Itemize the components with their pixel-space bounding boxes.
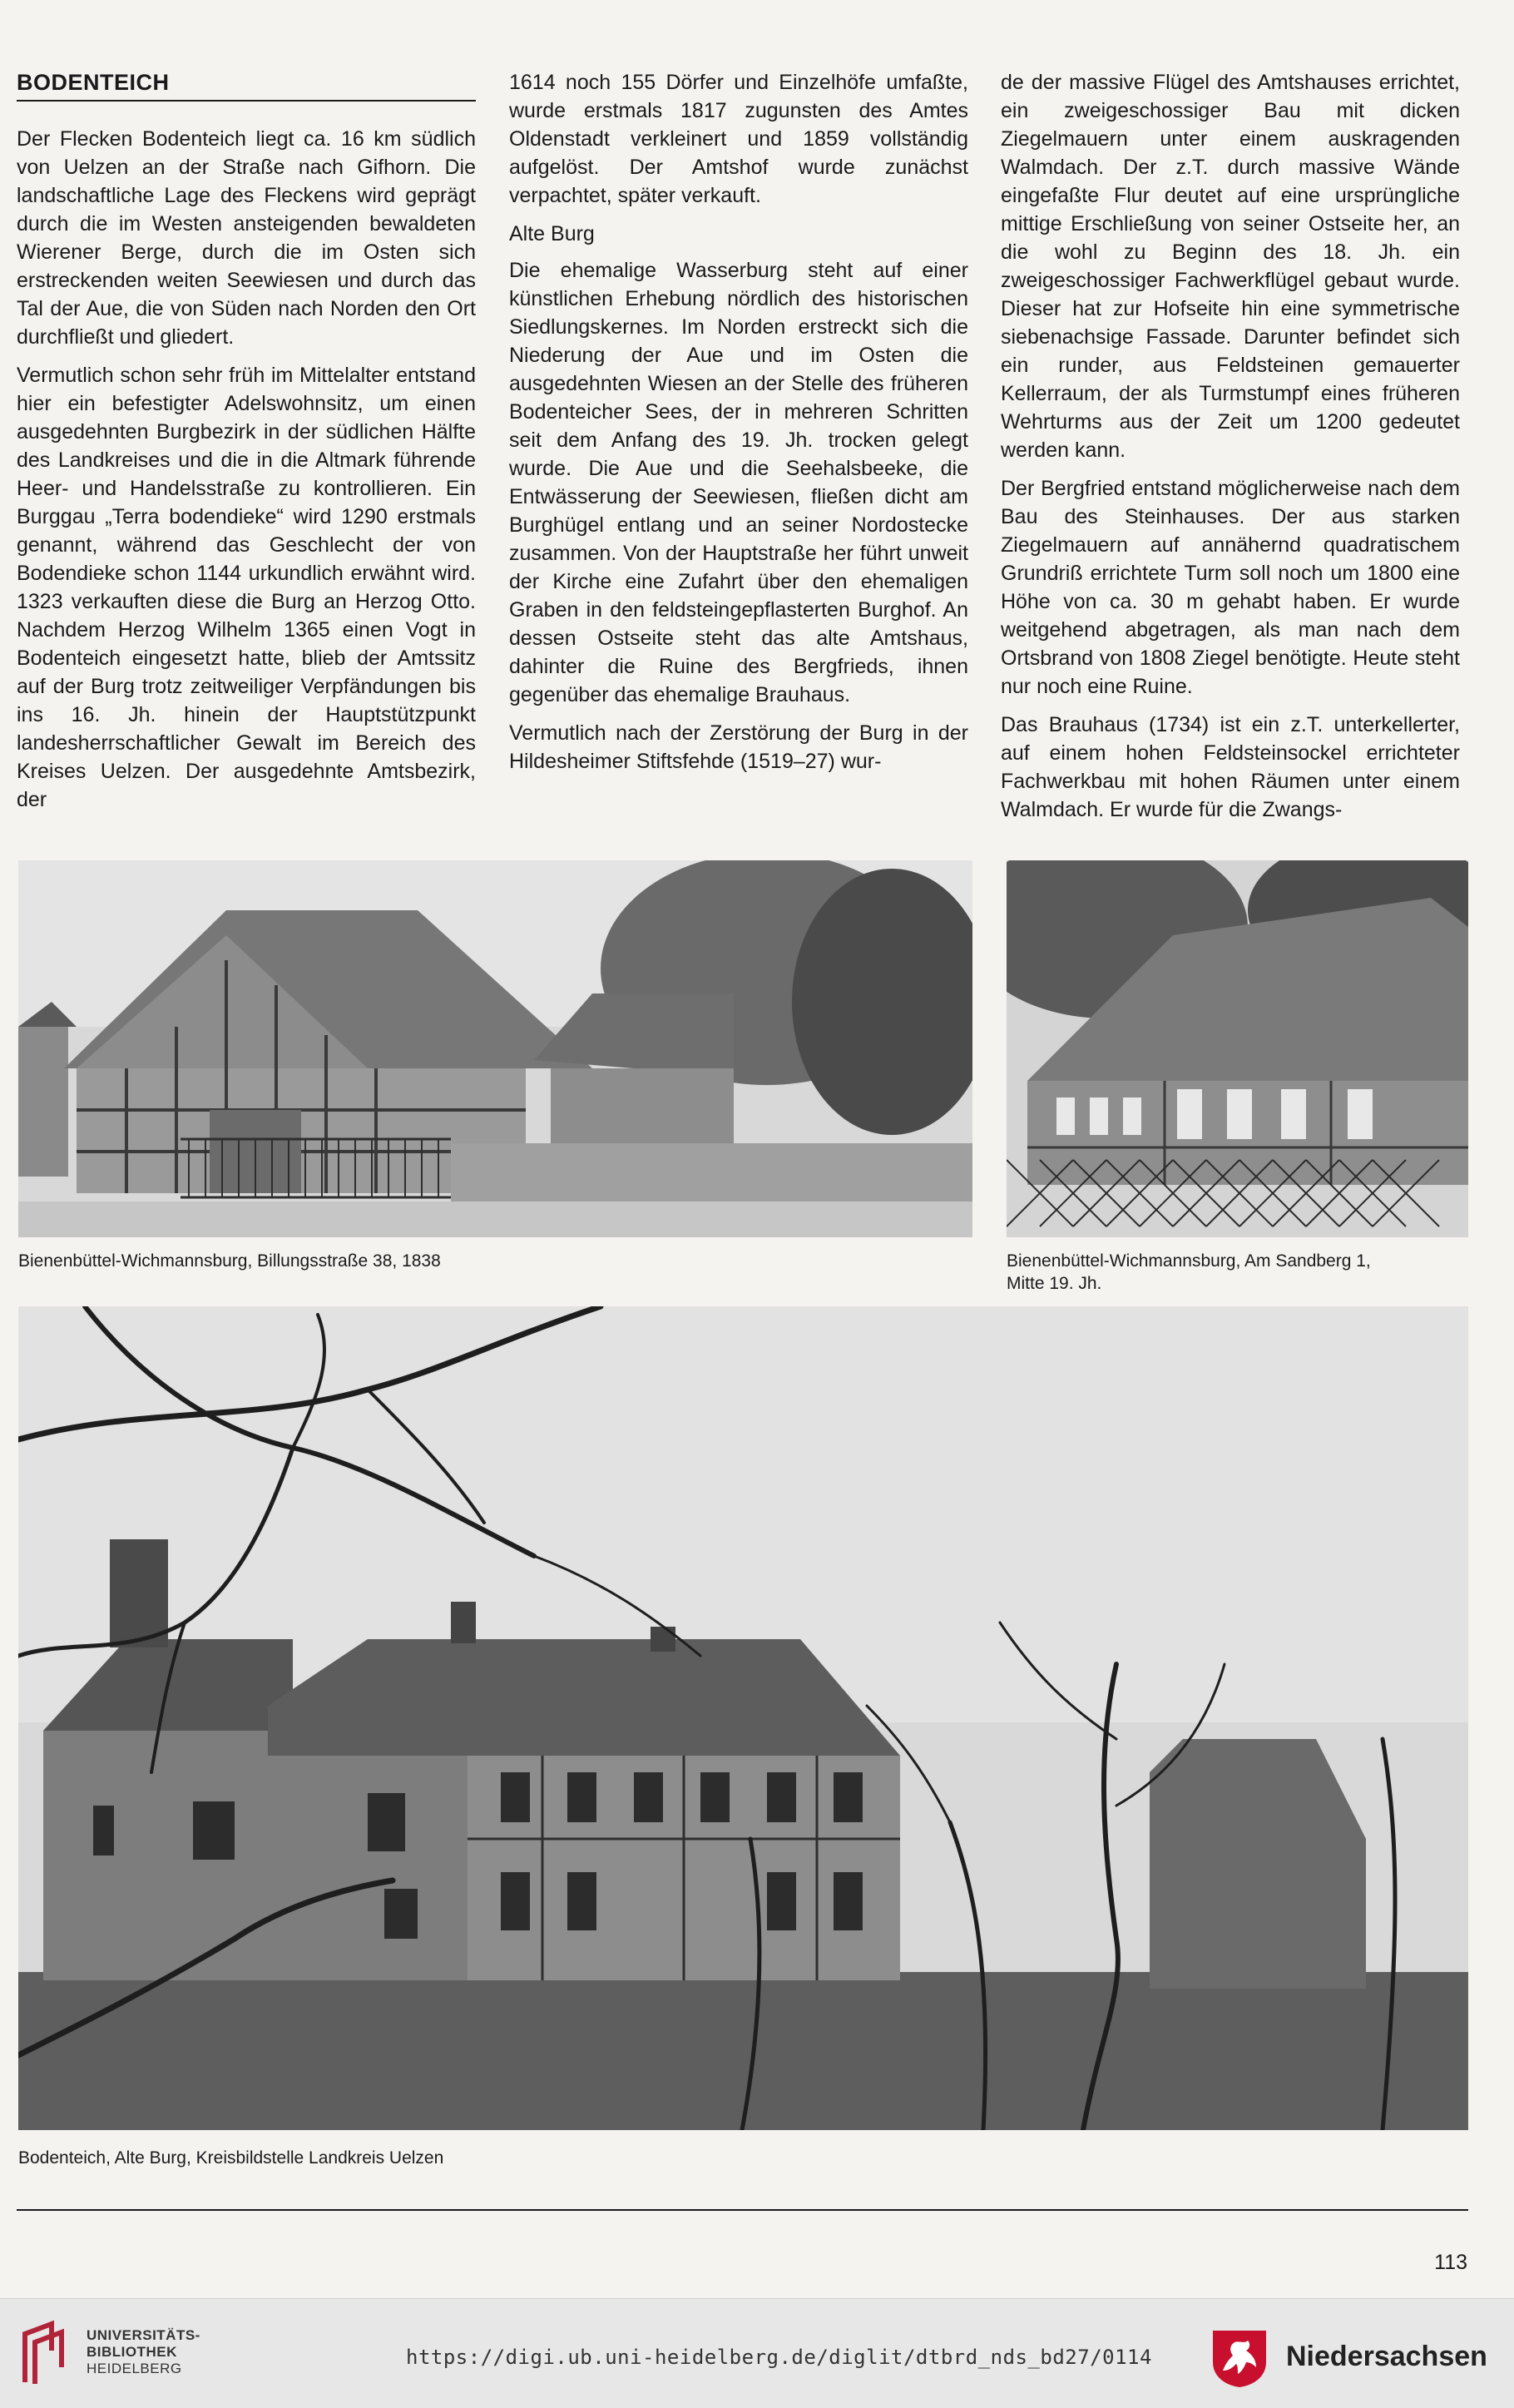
paragraph: Der Flecken Bodenteich liegt ca. 16 km südlich von Uelzen an der Straße nach Gifhorn. Die landschaftliche Lage des Fleckens wird geprägt durch die im Westen ansteigenden bewaldeten Wierener Berge, durch die im Osten sich erstreckenden weiten Seewiesen und durch das Tal der Aue, die von Süden nach Norden den Ort durchfließt und gliedert. <box>17 127 476 349</box>
university-library-name <box>87 2327 200 2377</box>
photo-caption <box>1007 1250 1371 1295</box>
photo-caption-line: Mitte 19. Jh. <box>1007 1274 1102 1293</box>
bottom-rule <box>17 2209 1468 2211</box>
photo-caption: Bodenteich, Alte Burg, Kreisbildstelle Landkreis Uelzen <box>18 2148 444 2168</box>
text-column-3 <box>1001 68 1460 834</box>
permalink-url[interactable]: https://digi.ub.uni-heidelberg.de/diglit/dtbrd_nds_bd27/0114 <box>406 2346 1152 2369</box>
text-column-2 <box>509 68 968 785</box>
photo-caption-line: Bienenbüttel-Wichmannsburg, Am Sandberg 1, <box>1007 1251 1371 1271</box>
photo-caption: Bienenbüttel-Wichmannsburg, Billungsstraße 38, 1838 <box>18 1251 441 1271</box>
university-library-logo <box>18 2317 72 2389</box>
viewer-footer <box>0 2298 1514 2408</box>
paragraph: Vermutlich schon sehr früh im Mittelalter entstand hier ein befestigter Adelswohnsitz, um einen ausgedehnten Burgbezirk in der südlichen Hälfte des Landkreises und die in die Altmark führende Heer- und Handelsstraße zu kontrollieren. Ein Burggau „Terra bodendieke“ wird 1290 erstmals genannt, während das Geschlecht der von Bodendieke schon 1144 urkundlich erwähnt wird. 1323 verkauften diese die Burg an Herzog Otto. Nachdem Herzog Wilhelm 1365 einen Vogt in Bodenteich eingesetzt hatte, blieb der Amtssitz auf der Burg trotz zeitweiliger Verpfändungen bis ins 16. Jh. hinein der Hauptstützpunkt landesherrschaftlicher Gewalt im Bereich des Kreises Uelzen. Der ausgedehnte Amtsbezirk, der <box>17 364 476 811</box>
photo-alte-burg <box>18 1306 1468 2130</box>
paragraph: Der Bergfried entstand möglicherweise nach dem Bau des Steinhauses. Der aus starken Ziegelmauern auf annähernd quadratischem Grundriß errichtete Turm soll noch um 1800 eine Höhe von ca. 30 m gehabt haben. Er wurde weitgehend abgetragen, als man nach dem Ortsbrand von 1808 Ziegel benötigte. Heute steht nur noch eine Ruine. <box>1001 477 1460 698</box>
photo-farmhouse <box>1007 860 1468 1237</box>
paragraph: Die ehemalige Wasserburg steht auf einer künstlichen Erhebung nördlich des historischen Siedlungskernes. Im Norden erstreckt sich die Niederung der Aue und im Osten die ausgedehnten Wiesen an der Stelle des früheren Bodenteicher Sees, der in mehreren Schritten seit dem Anfang des 19. Jh. trocken gelegt wurde. Die Aue und die Seehalsbeeke, die Entwässerung der Seewiesen, fließen dicht am Burghügel entlang und an seiner Nordostecke zusammen. Von der Hauptstraße her führt unweit der Kirche eine Zufahrt über den ehemaligen Graben in den feldsteingepflasterten Burghof. An dessen Ostseite steht das alte Amtshaus, dahinter die Ruine des Bergfrieds, ihnen gegenüber das ehemalige Brauhaus. <box>509 259 968 706</box>
university-library-name-line: UNIVERSITÄTS- <box>87 2327 200 2343</box>
page-number: 113 <box>1434 2251 1467 2274</box>
paragraph: 1614 noch 155 Dörfer und Einzelhöfe umfaßte, wurde erstmals 1817 zugunsten des Amtes Oldenstadt verkleinert und 1859 vollständig aufgelöst. Der Amtshof wurde zunächst verpachtet, später verkauft. <box>509 71 968 207</box>
university-library-name-line: BIBLIOTHEK <box>87 2344 177 2360</box>
lower-saxony-horse-icon <box>1208 2326 1271 2389</box>
paragraph: de der massive Flügel des Amtshauses errichtet, ein zweigeschossiger Bau mit dicken Ziegelmauern unter einem auskragenden Walmdach. Der z.T. durch massive Wände eingefaßte Flur deutet auf eine ursprüngliche mittige Erschließung von seiner Ostseite her, an die wohl zu Beginn des 18. Jh. ein zweigeschossiger Fachwerkflügel gebaut wurde. Dieser hat zur Hofseite hin eine symmetrische siebenachsige Fassade. Darunter befindet sich ein runder, aus Feldsteinen gemauerter Kellerraum, der als Turmstumpf eines früheren Wehrturms aus der Zeit um 1200 gedeutet werden kann. <box>1001 71 1460 462</box>
paragraph: Vermutlich nach der Zerstörung der Burg in der Hildesheimer Stiftsfehde (1519–27) wur- <box>509 721 968 773</box>
text-column-1 <box>17 68 476 824</box>
university-library-name-line: HEIDELBERG <box>87 2361 182 2376</box>
paragraph: Das Brauhaus (1734) ist ein z.T. unterkellerter, auf einem hohen Feldsteinsockel errichteter Fachwerkbau mit hohen Räumen unter einem Walmdach. Er wurde für die Zwangs- <box>1001 713 1460 821</box>
photo-half-timbered-barn <box>18 860 972 1237</box>
state-name: Niedersachsen <box>1286 2341 1487 2372</box>
section-title: BODENTEICH <box>17 68 476 102</box>
subheading: Alte Burg <box>509 222 595 245</box>
